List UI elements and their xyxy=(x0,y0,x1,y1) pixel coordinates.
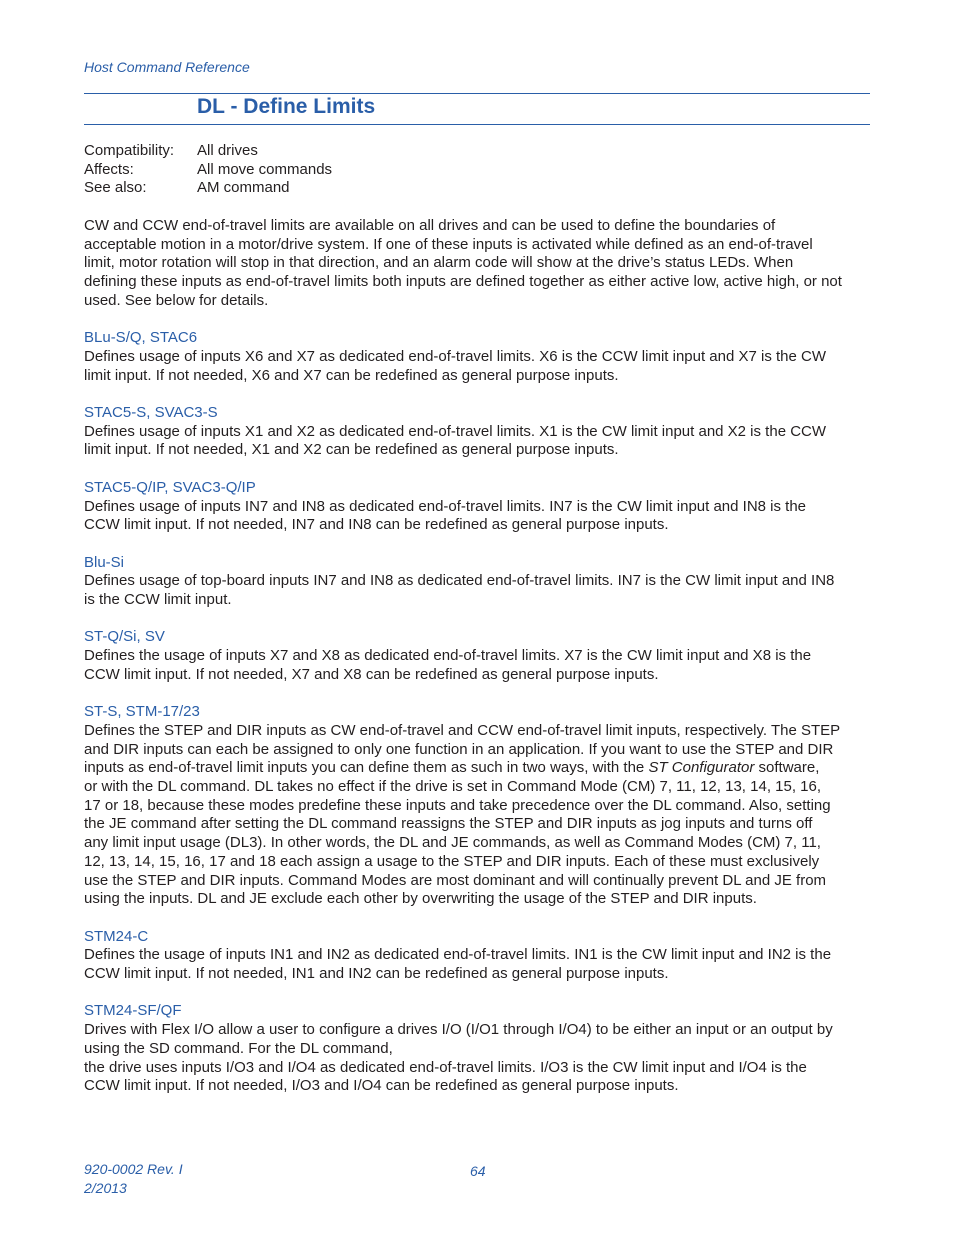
text-line: CCW limit input. If not needed, X7 and X8 can be redefined as general purpose inputs. xyxy=(84,665,659,683)
page-number: 64 xyxy=(470,1163,486,1179)
meta-label: Compatibility: xyxy=(84,142,175,159)
meta-value: All drives xyxy=(197,142,258,159)
software-name: ST Configurator xyxy=(648,759,755,777)
meta-row-compatibility xyxy=(84,142,332,161)
section-stm24-c xyxy=(84,928,874,984)
text-line: acceptable motion in a motor/drive system. If one of these inputs is activated while defined as an end-of-travel xyxy=(84,235,813,253)
section-stm24-sf-qf xyxy=(84,1002,874,1096)
text-line: CW and CCW end-of-travel limits are available on all drives and can be used to define the boundaries of xyxy=(84,217,776,234)
text-line: Defines the usage of inputs IN1 and IN2 as dedicated end-of-travel limits. IN1 is the CW limit input and IN2 is the xyxy=(84,946,832,964)
section-st-qsi-sv xyxy=(84,628,874,684)
text-line: Defines the STEP and DIR inputs as CW end-of-travel and CCW end-of-travel limit inputs, respectively. The STEP xyxy=(84,721,841,739)
text-line: using the inputs. DL and JE exclude each other by overwriting the usage of the STEP and DIR inputs. xyxy=(84,890,757,908)
text-line: is the CCW limit input. xyxy=(84,591,232,608)
text-line: Defines usage of inputs X6 and X7 as dedicated end-of-travel limits. X6 is the CCW limit input and X7 is the CW xyxy=(84,347,827,365)
text-line: defining these inputs as end-of-travel limits both inputs are defined together as either active low, active high, or not xyxy=(84,273,842,291)
text-line: 12, 13, 14, 15, 16, 17 and 18 each assign a usage to the STEP and DIR inputs. Each of these must exclusively xyxy=(84,852,820,870)
doc-number: 920-0002 Rev. I xyxy=(84,1161,183,1177)
text-line: the drive uses inputs I/O3 and I/O4 as dedicated end-of-travel limits. I/O3 is the CW limit input and I/O4 is the xyxy=(84,1058,807,1076)
text-segment: inputs as end-of-travel limit inputs you can define them as such in two ways, with the xyxy=(84,759,649,777)
text-line: limit input. If not needed, X1 and X2 can be redefined as general purpose inputs. xyxy=(84,441,619,459)
text-line: limit input. If not needed, X6 and X7 can be redefined as general purpose inputs. xyxy=(84,366,619,384)
text-line: any limit input usage (DL3). In other words, the DL and JE commands, as well as Command Modes (CM) 7, 11, xyxy=(84,834,821,852)
text-line: Defines the usage of inputs X7 and X8 as dedicated end-of-travel limits. X7 is the CW limit input and X8 is the xyxy=(84,647,812,665)
text-line: and DIR inputs can each be assigned to only one function in an application. If you want to use the STEP and DIR xyxy=(84,740,834,758)
text-line: Defines usage of top-board inputs IN7 and IN8 as dedicated end-of-travel limits. IN7 is the CW limit input and IN8 xyxy=(84,572,835,590)
text-line: using the SD command. For the DL command, xyxy=(84,1039,393,1057)
section-heading: STAC5-Q/IP, SVAC3-Q/IP xyxy=(84,478,256,496)
section-st-s-stm-17-23 xyxy=(84,703,874,909)
text-line: the JE command after setting the DL command reassigns the STEP and DIR inputs as jog inputs and turns off xyxy=(84,815,813,833)
title-rule-bottom xyxy=(84,124,870,125)
text-line: Defines usage of inputs IN7 and IN8 as dedicated end-of-travel limits. IN7 is the CW limit input and IN8 is the xyxy=(84,497,807,515)
text-line: limit, motor rotation will stop in that direction, and an alarm code will show at the drive’s status LEDs. When xyxy=(84,254,794,272)
meta-label: See also: xyxy=(84,179,147,197)
intro-paragraph xyxy=(84,217,874,311)
doc-date: 2/2013 xyxy=(84,1179,127,1196)
text-line: CCW limit input. If not needed, IN7 and IN8 can be redefined as general purpose inputs. xyxy=(84,516,669,534)
meta-value: All move commands xyxy=(197,160,333,178)
section-stac5-qip-svac3-qip xyxy=(84,479,874,535)
command-meta xyxy=(84,142,332,198)
text-segment: software, xyxy=(754,759,820,777)
section-heading: STAC5-S, SVAC3-S xyxy=(84,404,218,421)
page-title: DL - Define Limits xyxy=(197,95,376,118)
text-line xyxy=(84,759,874,778)
document-body xyxy=(84,217,874,1115)
section-heading: STM24-C xyxy=(84,927,149,945)
section-stac5-s-svac3-s xyxy=(84,404,874,460)
section-heading: STM24-SF/QF xyxy=(84,1002,182,1020)
title-rule-top xyxy=(84,93,870,94)
section-heading: Blu-Si xyxy=(84,553,125,571)
text-line: use the STEP and DIR inputs. Command Modes are most dominant and will continually prevent DL and JE from xyxy=(84,871,827,889)
text-line: or with the DL command. DL takes no effect if the drive is set in Command Mode (CM) 7, 11, 12, 13, 14, 15, 16, xyxy=(84,778,822,795)
text-line: 17 or 18, because these modes predefine these inputs and take precedence over the DL command. Also, setting xyxy=(84,796,831,814)
text-line: Drives with Flex I/O allow a user to configure a drives I/O (I/O1 through I/O4) to be either an input or an output by xyxy=(84,1021,833,1039)
meta-value: AM command xyxy=(197,179,290,197)
text-line: CCW limit input. If not needed, I/O3 and I/O4 can be redefined as general purpose inputs. xyxy=(84,1077,679,1095)
section-heading: ST-Q/Si, SV xyxy=(84,628,165,646)
section-blu-si xyxy=(84,554,874,610)
running-header: Host Command Reference xyxy=(84,59,250,75)
footer-doc-info xyxy=(84,1160,183,1197)
section-blu-sq-stac6 xyxy=(84,329,874,385)
section-heading: ST-S, STM-17/23 xyxy=(84,703,200,721)
text-line: Defines usage of inputs X1 and X2 as dedicated end-of-travel limits. X1 is the CW limit input and X2 is the CCW xyxy=(84,422,827,440)
meta-label: Affects: xyxy=(84,160,134,178)
section-heading: BLu-S/Q, STAC6 xyxy=(84,329,198,347)
meta-row-affects xyxy=(84,161,332,180)
text-line: CCW limit input. If not needed, IN1 and IN2 can be redefined as general purpose inputs. xyxy=(84,965,669,983)
meta-row-see-also xyxy=(84,179,332,198)
text-line: used. See below for details. xyxy=(84,291,269,309)
